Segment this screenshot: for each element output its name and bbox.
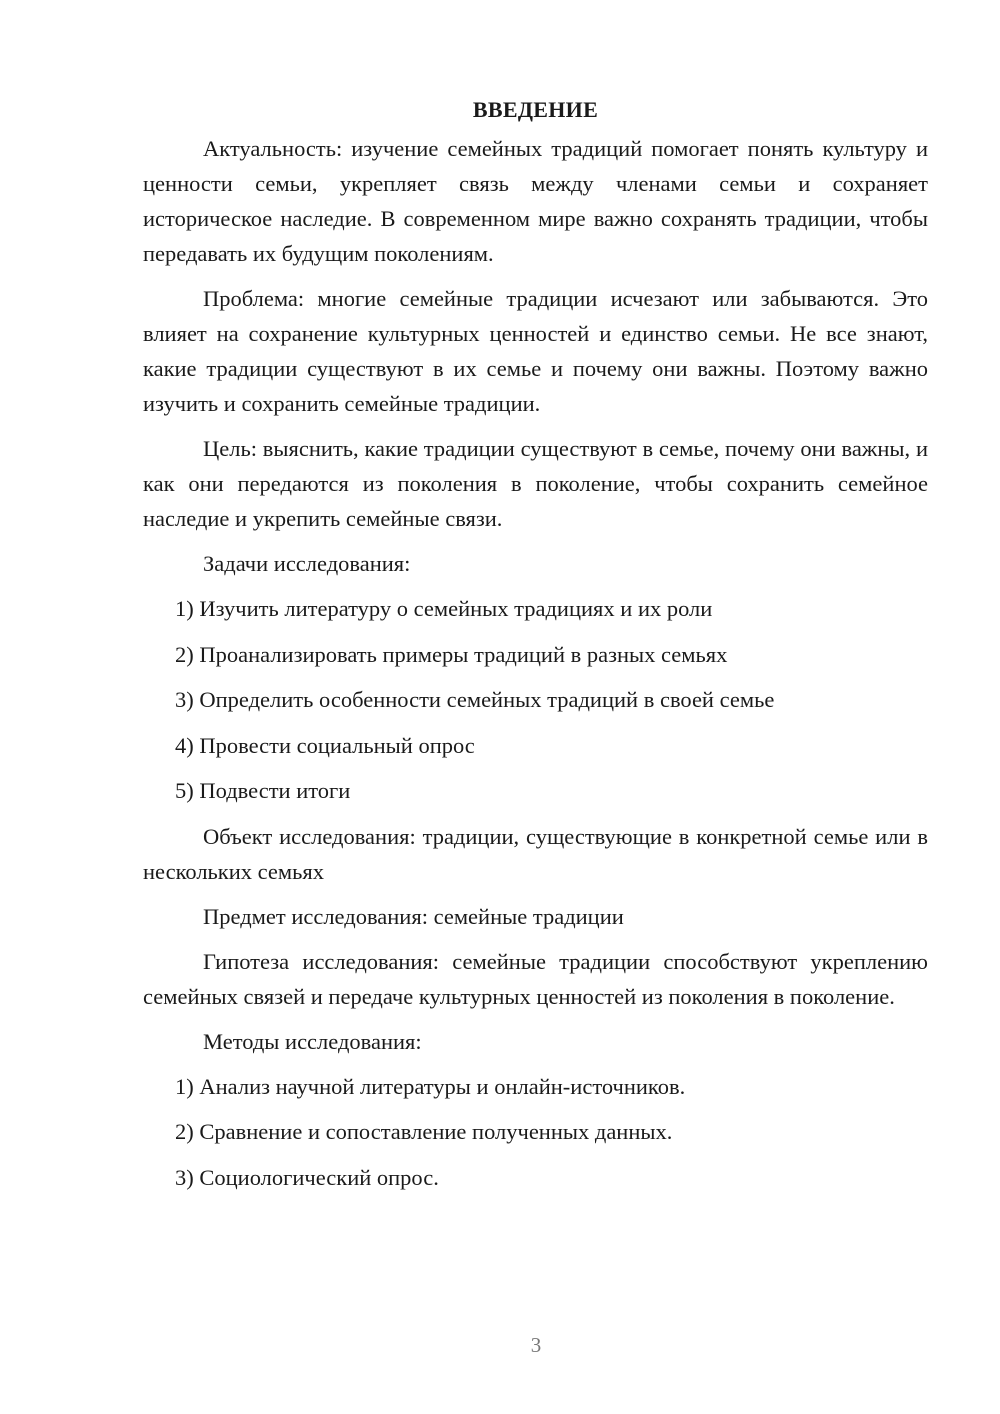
problem-paragraph: Проблема: многие семейные традиции исчезают или забываются. Это влияет на сохранение культурных ценностей и единство семьи. Не все знают, какие традиции существуют в их семье и почему они важны. Поэтому важно изучить и сохранить семейные традиции. (143, 286, 928, 416)
page-number: 3 (530, 1333, 542, 1357)
subject-paragraph: Предмет исследования: семейные традиции (203, 903, 624, 929)
list-item: 3) Определить особенности семейных традиций в своей семье (175, 687, 775, 712)
document-page (143, 95, 928, 1205)
list-item: 2) Сравнение и сопоставление полученных данных. (175, 1119, 673, 1144)
tasks-list (143, 591, 928, 808)
goal-paragraph: Цель: выяснить, какие традиции существуют в семье, почему они важны, и как они передаются из поколения в поколение, чтобы сохранить семейное наследие и укрепить семейные связи. (143, 436, 928, 531)
object-paragraph: Объект исследования: традиции, существующие в конкретной семье или в нескольких семьях (143, 823, 928, 884)
list-item: 4) Провести социальный опрос (175, 732, 475, 758)
hypothesis-paragraph: Гипотеза исследования: семейные традиции способствуют укреплению семейных связей и передаче культурных ценностей из поколения в поколение. (143, 948, 928, 1009)
list-item: 1) Изучить литературу о семейных традициях и их роли (175, 596, 713, 621)
list-item: 5) Подвести итоги (175, 778, 351, 803)
list-item: 2) Проанализировать примеры традиций в разных семьях (175, 641, 728, 667)
tasks-heading: Задачи исследования: (203, 551, 411, 576)
list-item: 3) Социологический опрос. (175, 1164, 439, 1190)
methods-heading: Методы исследования: (203, 1028, 422, 1054)
list-item: 1) Анализ научной литературы и онлайн-источников. (175, 1073, 686, 1099)
methods-list (143, 1069, 928, 1195)
page-title: ВВЕДЕНИЕ (472, 97, 599, 122)
actuality-paragraph: Актуальность: изучение семейных традиций помогает понять культуру и ценности семьи, укрепляет связь между членами семьи и сохраняет историческое наследие. В современном мире важно сохранять традиции, чтобы передавать их будущим поколениям. (143, 136, 928, 266)
